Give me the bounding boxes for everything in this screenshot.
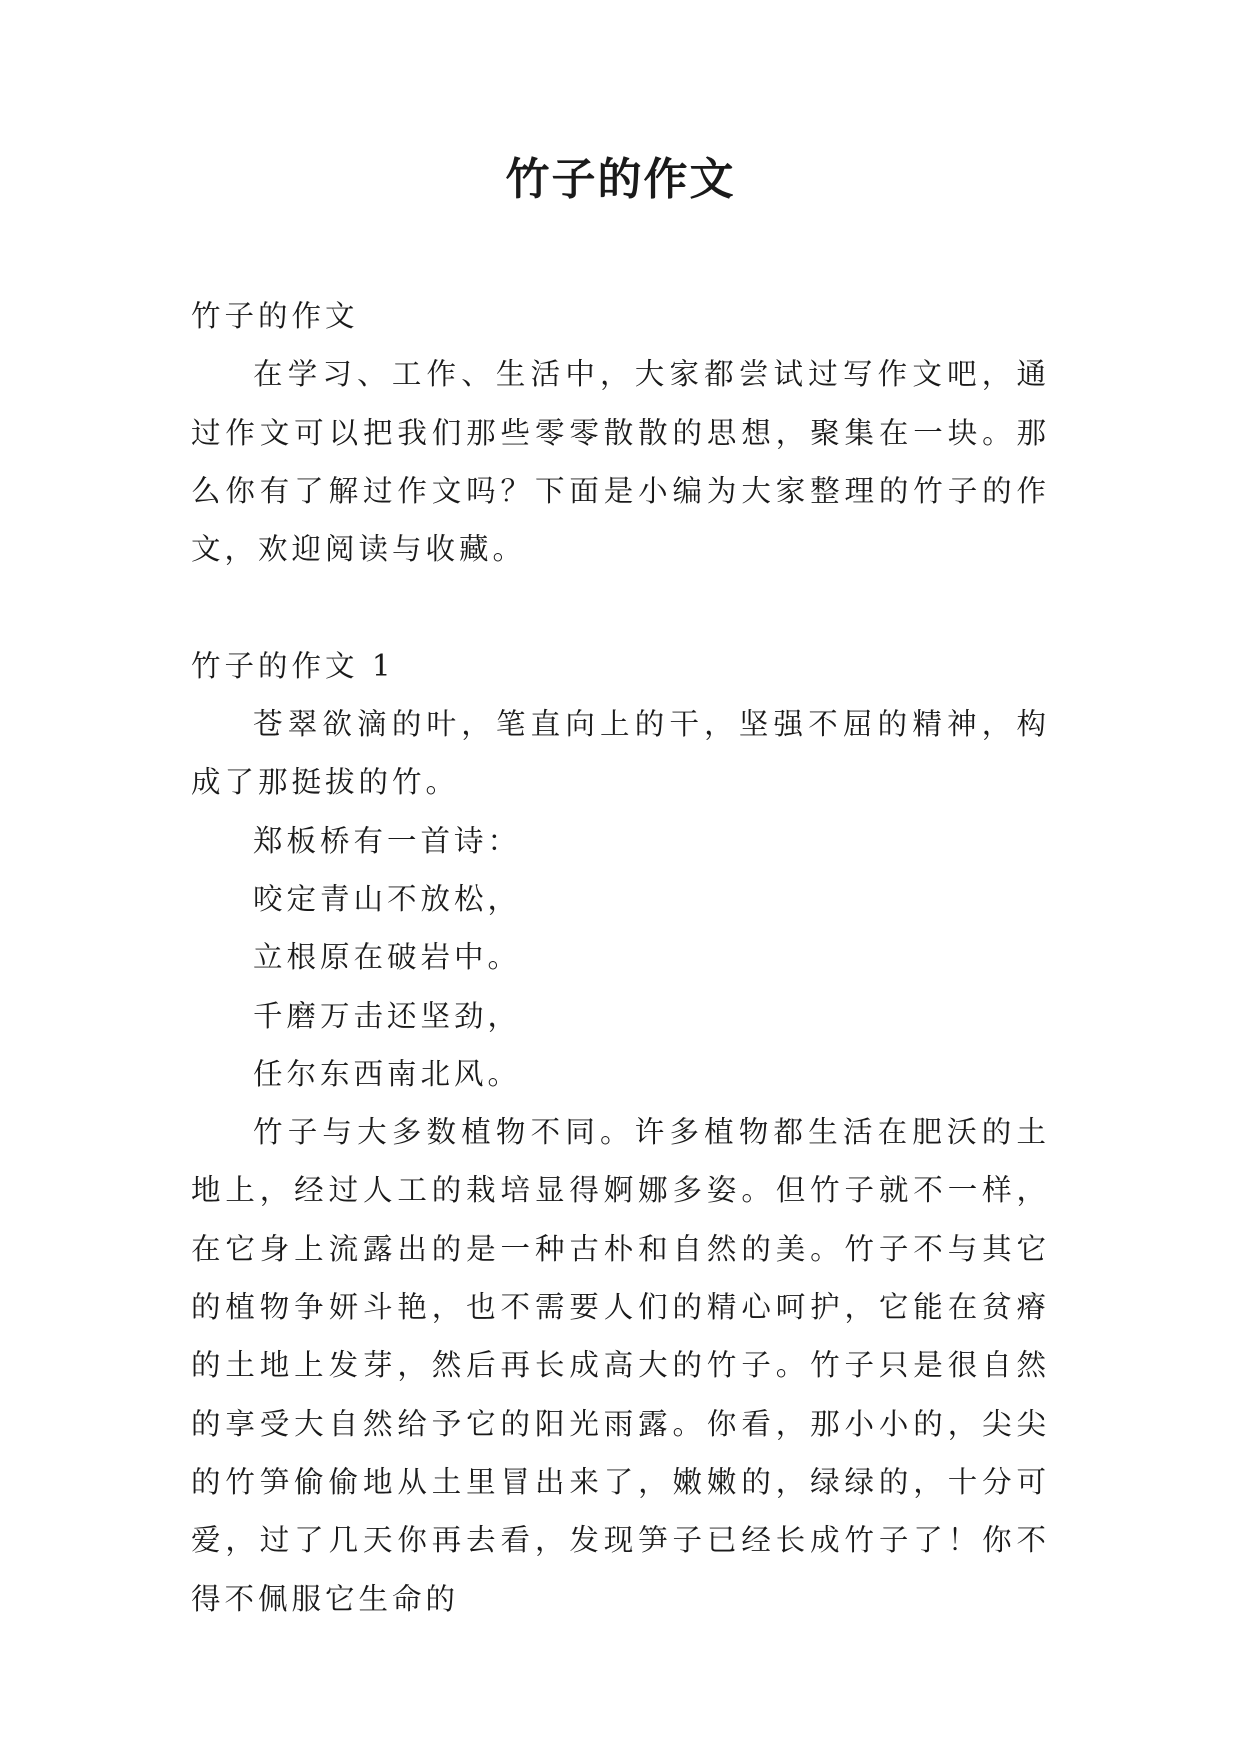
document-body [191,287,1050,1628]
intro-paragraph: 在学习、工作、生活中，大家都尝试过写作文吧，通过作文可以把我们那些零零散散的思想，聚集在一块。那么你有了解过作文吗？下面是小编为大家整理的竹子的作文，欢迎阅读与收藏。 [191,357,1050,567]
poem-line-3: 千磨万击还坚劲， [253,998,522,1033]
intro-heading: 竹子的作文 [191,299,359,333]
section-spacer [191,578,1050,636]
essay1-heading: 竹子的作文 1 [191,648,395,683]
poem-line-1: 咬定青山不放松， [253,881,522,916]
document-title: 竹子的作文 [505,154,736,205]
essay1-paragraph-3: 竹子与大多数植物不同。许多植物都生活在肥沃的土地上，经过人工的栽培显得婀娜多姿。但竹子就不一样，在它身上流露出的是一种古朴和自然的美。竹子不与其它的植物争妍斗艳，也不需要人们的精心呵护，它能在贫瘠的土地上发芽，然后再长成高大的竹子。竹子只是很自然的享受大自然给予它的阳光雨露。你看，那小小的，尖尖的竹笋偷偷地从土里冒出来了，嫩嫩的，绿绿的，十分可爱，过了几天你再去看，发现笋子已经长成竹子了！你不得不佩服它生命的 [191,1115,1050,1616]
essay1-paragraph-1: 苍翠欲滴的叶，笔直向上的干，坚强不屈的精神，构成了那挺拔的竹。 [191,707,1050,800]
poem-line-4: 任尔东西南北风。 [253,1056,522,1091]
poem-line-2: 立根原在破岩中。 [253,940,522,975]
essay1-paragraph-2: 郑板桥有一首诗： [253,823,522,858]
